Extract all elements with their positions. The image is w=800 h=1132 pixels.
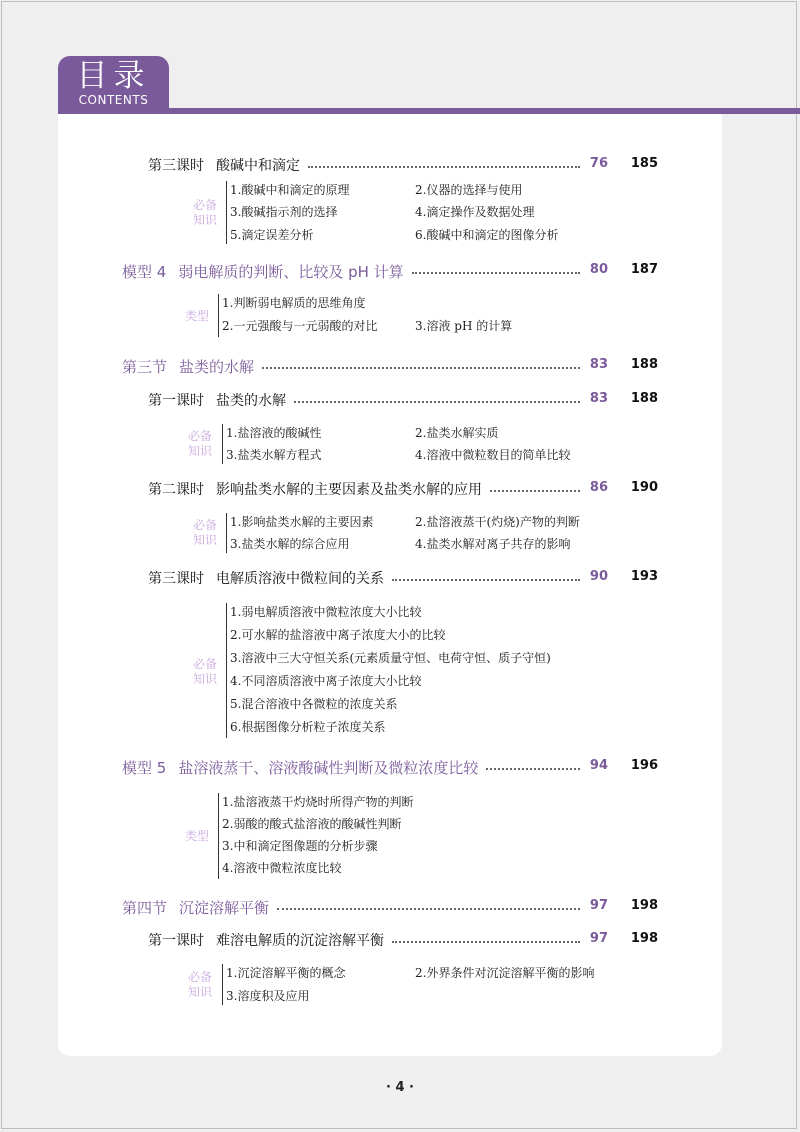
list-item: 1.盐溶液的酸碱性	[226, 426, 322, 440]
page-ref-b: 190	[630, 480, 658, 495]
page-ref-a: 97	[589, 931, 608, 946]
bracket-line	[226, 181, 227, 244]
bracket-line	[226, 513, 227, 553]
page-ref-b: 185	[630, 156, 658, 171]
list-item: 2.弱酸的酸式盐溶液的酸碱性判断	[222, 817, 402, 831]
page-ref-b: 188	[630, 391, 658, 406]
toc-entry[interactable]	[148, 930, 588, 950]
list-item: 2.可水解的盐溶液中离子浓度大小的比较	[230, 628, 446, 642]
page-ref-b: 188	[630, 357, 658, 372]
toc-entry[interactable]	[148, 390, 588, 410]
list-item: 6.酸碱中和滴定的图像分析	[415, 228, 559, 242]
list-item: 2.仪器的选择与使用	[415, 183, 523, 197]
entry-name: 沉淀溶解平衡	[179, 898, 270, 917]
list-item: 4.滴定操作及数据处理	[415, 205, 535, 219]
list-item: 1.弱电解质溶液中微粒浓度大小比较	[230, 605, 422, 619]
leader-dots	[294, 401, 580, 403]
page-ref-b: 193	[630, 569, 658, 584]
toc-entry[interactable]	[122, 356, 588, 376]
list-item: 2.外界条件对沉淀溶解平衡的影响	[415, 966, 595, 980]
page-number: · 4 ·	[386, 1080, 414, 1095]
toc-entry[interactable]	[148, 479, 588, 499]
list-item: 1.沉淀溶解平衡的概念	[226, 966, 346, 980]
list-item: 3.溶液中三大守恒关系(元素质量守恒、电荷守恒、质子守恒)	[230, 651, 551, 665]
entry-prefix: 第一课时	[148, 933, 204, 949]
bracket-line	[222, 964, 223, 1005]
page-subtitle: CONTENTS	[78, 93, 149, 107]
list-item: 1.影响盐类水解的主要因素	[230, 515, 374, 529]
entry-name: 影响盐类水解的主要因素及盐类水解的应用	[216, 482, 482, 498]
category-label: 必备 知识	[192, 518, 217, 547]
leader-dots	[412, 272, 580, 274]
page-title: 目录	[76, 58, 151, 94]
leader-dots	[392, 579, 580, 581]
category-label: 必备 知识	[192, 198, 217, 227]
list-item: 5.滴定误差分析	[230, 228, 314, 242]
category-label: 类型	[184, 309, 209, 323]
entry-name: 酸碱中和滴定	[216, 158, 300, 174]
toc-entry[interactable]	[148, 568, 588, 588]
list-item: 4.不同溶质溶液中离子浓度大小比较	[230, 674, 422, 688]
page-ref-b: 198	[630, 898, 658, 913]
toc-entry[interactable]	[122, 757, 588, 777]
entry-prefix: 第三课时	[148, 158, 204, 174]
bracket-line	[218, 793, 219, 879]
entry-prefix: 模型 4	[122, 262, 167, 281]
list-item: 5.混合溶液中各微粒的浓度关系	[230, 697, 398, 711]
entry-prefix: 第一课时	[148, 393, 204, 409]
list-item: 4.溶液中微粒浓度比较	[222, 861, 342, 875]
entry-prefix: 第四节	[122, 898, 168, 917]
page-ref-a: 83	[589, 357, 608, 372]
bracket-line	[218, 294, 219, 337]
toc-entry[interactable]	[122, 261, 588, 281]
bracket-line	[226, 603, 227, 738]
list-item: 3.盐类水解方程式	[226, 448, 322, 462]
page-ref-b: 196	[630, 758, 658, 773]
leader-dots	[486, 768, 580, 770]
category-label: 必备 知识	[187, 970, 212, 999]
list-item: 2.盐溶液蒸干(灼烧)产物的判断	[415, 515, 580, 529]
toc-entry[interactable]	[122, 897, 588, 917]
entry-prefix: 第三节	[122, 357, 168, 376]
leader-dots	[308, 166, 580, 168]
leader-dots	[277, 908, 580, 910]
list-item: 3.酸碱指示剂的选择	[230, 205, 338, 219]
entry-name: 盐类的水解	[179, 357, 255, 376]
category-label: 必备 知识	[187, 429, 212, 458]
page-ref-a: 94	[589, 758, 608, 773]
entry-name: 弱电解质的判断、比较及 pH 计算	[178, 262, 404, 281]
category-label: 类型	[184, 829, 209, 843]
page-ref-a: 97	[589, 898, 608, 913]
page-ref-a: 90	[589, 569, 608, 584]
leader-dots	[490, 490, 580, 492]
leader-dots	[262, 367, 580, 369]
entry-prefix: 第三课时	[148, 571, 204, 587]
entry-prefix: 模型 5	[122, 758, 167, 777]
list-item: 3.溶度积及应用	[226, 989, 310, 1003]
toc-entry[interactable]	[148, 155, 588, 175]
leader-dots	[392, 941, 580, 943]
entry-prefix: 第二课时	[148, 482, 204, 498]
list-item: 2.盐类水解实质	[415, 426, 499, 440]
list-item: 3.溶液 pH 的计算	[415, 319, 513, 333]
page-ref-b: 187	[630, 262, 658, 277]
page-ref-b: 198	[630, 931, 658, 946]
entry-name: 难溶电解质的沉淀溶解平衡	[216, 933, 384, 949]
entry-name: 盐类的水解	[216, 393, 286, 409]
page-ref-a: 83	[589, 391, 608, 406]
category-label: 必备 知识	[192, 657, 217, 686]
contents-tab	[58, 56, 169, 112]
list-item: 1.酸碱中和滴定的原理	[230, 183, 350, 197]
list-item: 4.溶液中微粒数目的简单比较	[415, 448, 571, 462]
list-item: 2.一元强酸与一元弱酸的对比	[222, 319, 378, 333]
list-item: 6.根据图像分析粒子浓度关系	[230, 720, 386, 734]
entry-name: 电解质溶液中微粒间的关系	[216, 571, 384, 587]
bracket-line	[222, 424, 223, 464]
list-item: 1.判断弱电解质的思维角度	[222, 296, 366, 310]
page-ref-a: 80	[589, 262, 608, 277]
list-item: 3.中和滴定图像题的分析步骤	[222, 839, 378, 853]
entry-name: 盐溶液蒸干、溶液酸碱性判断及微粒浓度比较	[178, 758, 479, 777]
list-item: 3.盐类水解的综合应用	[230, 537, 350, 551]
list-item: 4.盐类水解对离子共存的影响	[415, 537, 571, 551]
page-ref-a: 76	[589, 156, 608, 171]
list-item: 1.盐溶液蒸干灼烧时所得产物的判断	[222, 795, 414, 809]
page-ref-a: 86	[589, 480, 608, 495]
